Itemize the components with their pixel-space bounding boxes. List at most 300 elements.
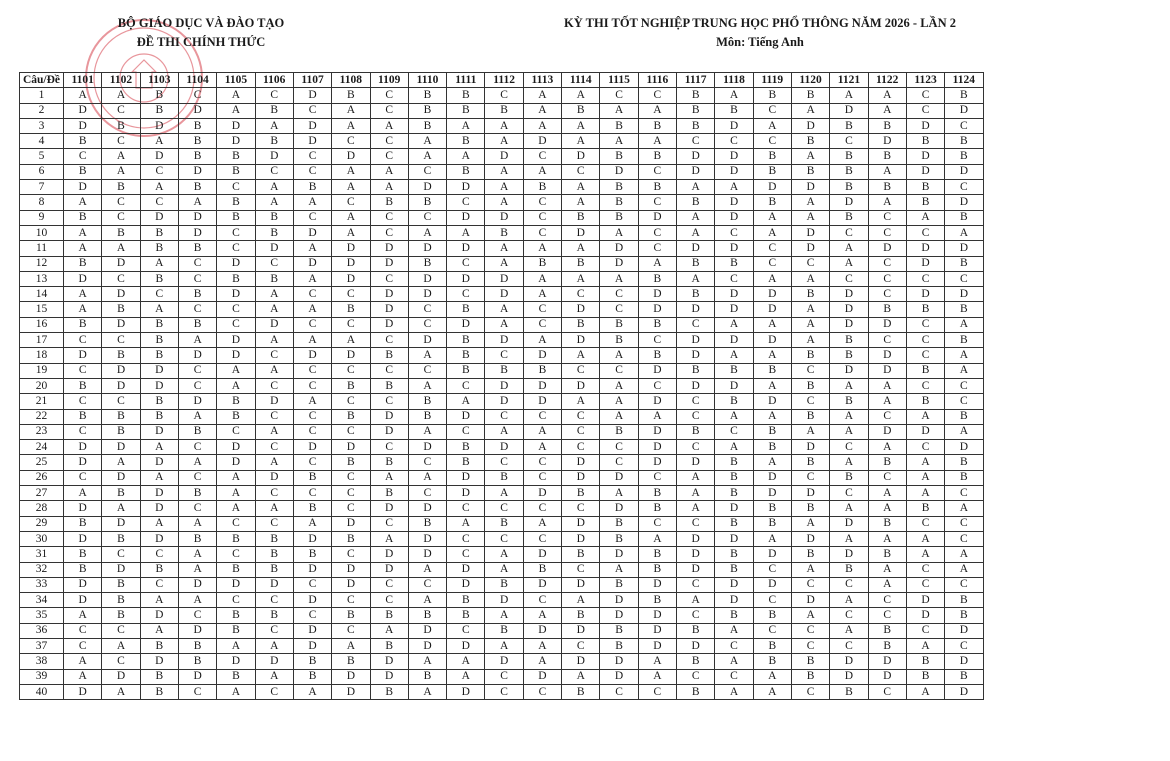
answer-cell: B [447,593,485,608]
answer-cell: D [293,638,331,653]
answer-cell: A [945,547,983,562]
answer-cell: C [178,302,216,317]
answer-cell: A [868,440,906,455]
answer-cell: B [140,409,178,424]
answer-cell: D [523,394,561,409]
answer-cell: C [638,684,676,699]
official-exam-label: ĐỀ THI CHÍNH THỨC [136,35,266,49]
answer-cell: C [523,317,561,332]
answer-cell: A [178,195,216,210]
answer-cell: D [370,287,408,302]
answer-cell: A [638,409,676,424]
answer-cell: A [64,88,102,103]
answer-cell: B [408,195,446,210]
answer-cell: B [140,103,178,118]
table-row [20,424,984,439]
exam-code-header: 1114 [562,73,600,88]
answer-cell: B [562,608,600,623]
answer-cell: A [562,669,600,684]
answer-cell: D [178,577,216,592]
answer-cell: D [715,577,753,592]
answer-cell: A [677,470,715,485]
answer-cell: C [64,424,102,439]
answer-cell: A [600,103,638,118]
answer-cell: C [523,195,561,210]
answer-cell: D [638,455,676,470]
question-number: 29 [20,516,64,531]
answer-cell: D [408,547,446,562]
answer-cell: B [753,195,791,210]
answer-cell: C [677,516,715,531]
table-row [20,317,984,332]
answer-cell: C [217,241,255,256]
answer-cell: A [332,638,370,653]
answer-cell: A [830,88,868,103]
answer-cell: C [64,363,102,378]
answer-cell: C [868,470,906,485]
answer-cell: C [485,348,523,363]
answer-cell: D [906,241,944,256]
answer-cell: A [753,455,791,470]
answer-cell: A [370,470,408,485]
answer-cell: A [408,149,446,164]
answer-cell: D [868,669,906,684]
answer-cell: C [906,271,944,286]
answer-cell: C [447,287,485,302]
answer-cell: D [217,577,255,592]
answer-cell: A [562,180,600,195]
answer-cell: D [485,210,523,225]
answer-cell: B [945,593,983,608]
answer-cell: C [562,409,600,424]
exam-code-header: 1122 [868,73,906,88]
answer-cell: C [906,103,944,118]
answer-cell: C [332,195,370,210]
answer-cell: B [64,409,102,424]
answer-cell: A [830,455,868,470]
answer-cell: B [178,424,216,439]
answer-cell: C [600,287,638,302]
answer-cell: A [178,547,216,562]
answer-cell: A [906,638,944,653]
answer-cell: C [217,516,255,531]
answer-cell: C [600,88,638,103]
answer-cell: C [293,608,331,623]
answer-cell: A [408,424,446,439]
answer-cell: B [600,180,638,195]
answer-cell: D [677,547,715,562]
answer-cell: C [332,486,370,501]
answer-cell: B [945,302,983,317]
answer-cell: B [715,103,753,118]
answer-cell: C [753,103,791,118]
answer-cell: B [408,409,446,424]
answer-cell: B [600,333,638,348]
answer-cell: D [332,562,370,577]
answer-cell: C [677,409,715,424]
answer-cell: C [178,684,216,699]
answer-cell: D [140,501,178,516]
answer-cell: B [945,409,983,424]
answer-cell: A [140,516,178,531]
answer-cell: D [868,241,906,256]
answer-cell: B [791,134,829,149]
answer-cell: C [945,118,983,133]
answer-cell: B [638,562,676,577]
answer-cell: B [485,577,523,592]
answer-cell: B [64,547,102,562]
answer-cell: C [102,623,140,638]
answer-cell: A [715,654,753,669]
answer-cell: B [217,623,255,638]
answer-cell: B [102,302,140,317]
answer-cell: A [447,225,485,240]
answer-cell: C [638,225,676,240]
question-number: 11 [20,241,64,256]
answer-cell: B [600,118,638,133]
answer-cell: D [102,317,140,332]
answer-cell: D [255,317,293,332]
answer-cell: A [523,118,561,133]
answer-cell: C [140,577,178,592]
answer-cell: A [217,363,255,378]
answer-cell: B [677,623,715,638]
answer-cell: A [791,317,829,332]
answer-cell: A [945,363,983,378]
answer-cell: C [370,88,408,103]
answer-cell: D [217,333,255,348]
answer-cell: C [753,134,791,149]
answer-cell: B [791,669,829,684]
table-row [20,654,984,669]
answer-cell: B [102,118,140,133]
answer-cell: D [408,501,446,516]
answer-cell: B [217,149,255,164]
answer-cell: C [255,409,293,424]
answer-cell: B [945,470,983,485]
answer-cell: D [715,378,753,393]
answer-cell: A [255,118,293,133]
answer-cell: B [523,562,561,577]
answer-cell: B [408,669,446,684]
answer-cell: D [178,164,216,179]
answer-cell: C [485,88,523,103]
answer-cell: D [485,333,523,348]
table-row [20,608,984,623]
answer-cell: D [715,118,753,133]
answer-cell: D [523,486,561,501]
answer-cell: A [638,654,676,669]
answer-cell: A [447,118,485,133]
answer-cell: C [715,424,753,439]
answer-cell: A [600,486,638,501]
answer-cell: D [791,593,829,608]
answer-cell: D [217,654,255,669]
answer-cell: A [408,225,446,240]
answer-cell: A [715,88,753,103]
answer-cell: C [638,516,676,531]
answer-cell: B [638,348,676,363]
question-number: 16 [20,317,64,332]
answer-cell: C [791,394,829,409]
answer-cell: B [868,623,906,638]
answer-cell: C [370,440,408,455]
answer-cell: D [523,669,561,684]
answer-cell: C [447,623,485,638]
answer-cell: A [791,103,829,118]
answer-cell: B [64,210,102,225]
exam-code-header: 1120 [791,73,829,88]
answer-cell: A [753,210,791,225]
answer-cell: A [638,134,676,149]
question-number: 3 [20,118,64,133]
answer-cell: B [178,287,216,302]
answer-cell: B [638,317,676,332]
answer-cell: B [64,562,102,577]
answer-cell: C [178,88,216,103]
table-row [20,302,984,317]
answer-cell: C [102,394,140,409]
answer-cell: C [64,394,102,409]
answer-cell: A [945,424,983,439]
answer-cell: C [638,378,676,393]
answer-cell: C [332,134,370,149]
answer-cell: D [140,149,178,164]
answer-cell: A [140,623,178,638]
answer-cell: D [370,256,408,271]
answer-cell: A [562,195,600,210]
answer-cell: C [332,623,370,638]
answer-cell: A [830,424,868,439]
answer-cell: B [332,455,370,470]
answer-cell: D [102,378,140,393]
exam-code-header: 1115 [600,73,638,88]
answer-cell: A [447,149,485,164]
question-number: 12 [20,256,64,271]
answer-cell: B [255,562,293,577]
answer-cell: B [791,164,829,179]
answer-cell: A [102,501,140,516]
answer-cell: B [677,195,715,210]
answer-cell: C [102,333,140,348]
answer-cell: A [102,164,140,179]
answer-cell: B [485,516,523,531]
answer-cell: D [715,302,753,317]
answer-cell: C [868,210,906,225]
answer-cell: B [178,134,216,149]
answer-cell: C [178,470,216,485]
answer-cell: B [64,317,102,332]
answer-cell: A [830,531,868,546]
answer-cell: A [485,241,523,256]
answer-cell: C [638,88,676,103]
question-number: 7 [20,180,64,195]
answer-cell: A [791,302,829,317]
answer-cell: C [830,577,868,592]
answer-cell: C [906,516,944,531]
answer-cell: B [178,486,216,501]
answer-cell: B [140,317,178,332]
answer-cell: B [677,103,715,118]
answer-cell: A [677,271,715,286]
answer-cell: D [715,287,753,302]
answer-cell: D [408,271,446,286]
answer-cell: C [715,271,753,286]
answer-cell: A [906,409,944,424]
answer-cell: C [677,394,715,409]
answer-cell: C [523,149,561,164]
answer-cell: D [638,287,676,302]
answer-cell: D [945,440,983,455]
answer-cell: D [523,577,561,592]
table-row [20,531,984,546]
answer-cell: C [370,394,408,409]
exam-header [540,14,980,52]
answer-cell: C [868,271,906,286]
answer-cell: B [485,363,523,378]
answer-cell: B [638,547,676,562]
answer-cell: C [600,302,638,317]
answer-cell: D [906,593,944,608]
table-row [20,195,984,210]
answer-cell: B [906,654,944,669]
answer-cell: C [868,225,906,240]
answer-cell: B [447,103,485,118]
answer-cell: C [523,593,561,608]
answer-cell: D [217,134,255,149]
answer-cell: A [293,241,331,256]
answer-cell: D [447,271,485,286]
answer-cell: A [753,531,791,546]
answer-cell: A [868,164,906,179]
answer-cell: B [523,363,561,378]
question-number: 15 [20,302,64,317]
answer-cell: D [715,149,753,164]
answer-cell: A [332,103,370,118]
answer-cell: A [485,256,523,271]
answer-cell: B [638,486,676,501]
answer-cell: B [447,302,485,317]
answer-cell: C [370,333,408,348]
answer-cell: B [906,302,944,317]
answer-cell: A [447,516,485,531]
answer-cell: C [178,271,216,286]
answer-cell: D [64,684,102,699]
answer-cell: B [638,593,676,608]
answer-cell: B [178,638,216,653]
answer-cell: D [370,424,408,439]
answer-cell: D [293,562,331,577]
answer-cell: D [945,684,983,699]
answer-cell: B [562,317,600,332]
answer-cell: C [830,486,868,501]
question-number: 25 [20,455,64,470]
answer-cell: A [600,134,638,149]
answer-cell: A [677,501,715,516]
answer-cell: D [64,531,102,546]
answer-cell: D [447,577,485,592]
question-number: 10 [20,225,64,240]
answer-cell: B [715,455,753,470]
answer-cell: B [255,271,293,286]
question-number: 35 [20,608,64,623]
exam-code-header: 1112 [485,73,523,88]
answer-cell: D [753,180,791,195]
answer-cell: B [217,409,255,424]
answer-cell: A [178,455,216,470]
answer-cell: C [293,149,331,164]
answer-cell: B [600,638,638,653]
answer-cell: A [408,562,446,577]
answer-cell: C [485,684,523,699]
answer-cell: D [638,394,676,409]
answer-cell: C [562,287,600,302]
answer-cell: C [140,164,178,179]
answer-cell: A [753,118,791,133]
question-number: 36 [20,623,64,638]
answer-cell: B [64,256,102,271]
answer-cell: B [830,118,868,133]
answer-cell: C [677,317,715,332]
answer-cell: A [140,593,178,608]
answer-cell: D [178,623,216,638]
answer-cell: A [102,241,140,256]
question-number: 26 [20,470,64,485]
answer-cell: B [485,623,523,638]
answer-cell: D [906,149,944,164]
answer-cell: C [370,210,408,225]
table-row [20,88,984,103]
answer-cell: B [791,409,829,424]
answer-cell: D [64,348,102,363]
answer-cell: C [600,455,638,470]
table-row [20,241,984,256]
answer-cell: B [677,654,715,669]
answer-cell: B [178,149,216,164]
answer-cell: B [753,363,791,378]
answer-cell: A [791,333,829,348]
answer-cell: B [562,486,600,501]
answer-cell: A [868,88,906,103]
answer-cell: B [906,363,944,378]
answer-cell: D [293,348,331,363]
answer-cell: C [332,394,370,409]
answer-cell: D [64,577,102,592]
answer-cell: B [217,164,255,179]
answer-cell: D [600,501,638,516]
answer-cell: D [370,241,408,256]
answer-cell: D [638,210,676,225]
answer-cell: D [945,287,983,302]
answer-cell: C [945,394,983,409]
answer-cell: C [830,225,868,240]
table-row [20,333,984,348]
answer-cell: B [293,501,331,516]
answer-cell: C [102,271,140,286]
answer-cell: D [64,103,102,118]
answer-cell: B [447,348,485,363]
answer-cell: A [945,225,983,240]
answer-cell: A [217,486,255,501]
answer-cell: B [715,486,753,501]
answer-cell: A [523,241,561,256]
answer-cell: D [600,654,638,669]
answer-cell: C [178,501,216,516]
answer-cell: A [906,531,944,546]
answer-cell: D [408,531,446,546]
answer-cell: B [868,516,906,531]
answer-cell: C [677,134,715,149]
